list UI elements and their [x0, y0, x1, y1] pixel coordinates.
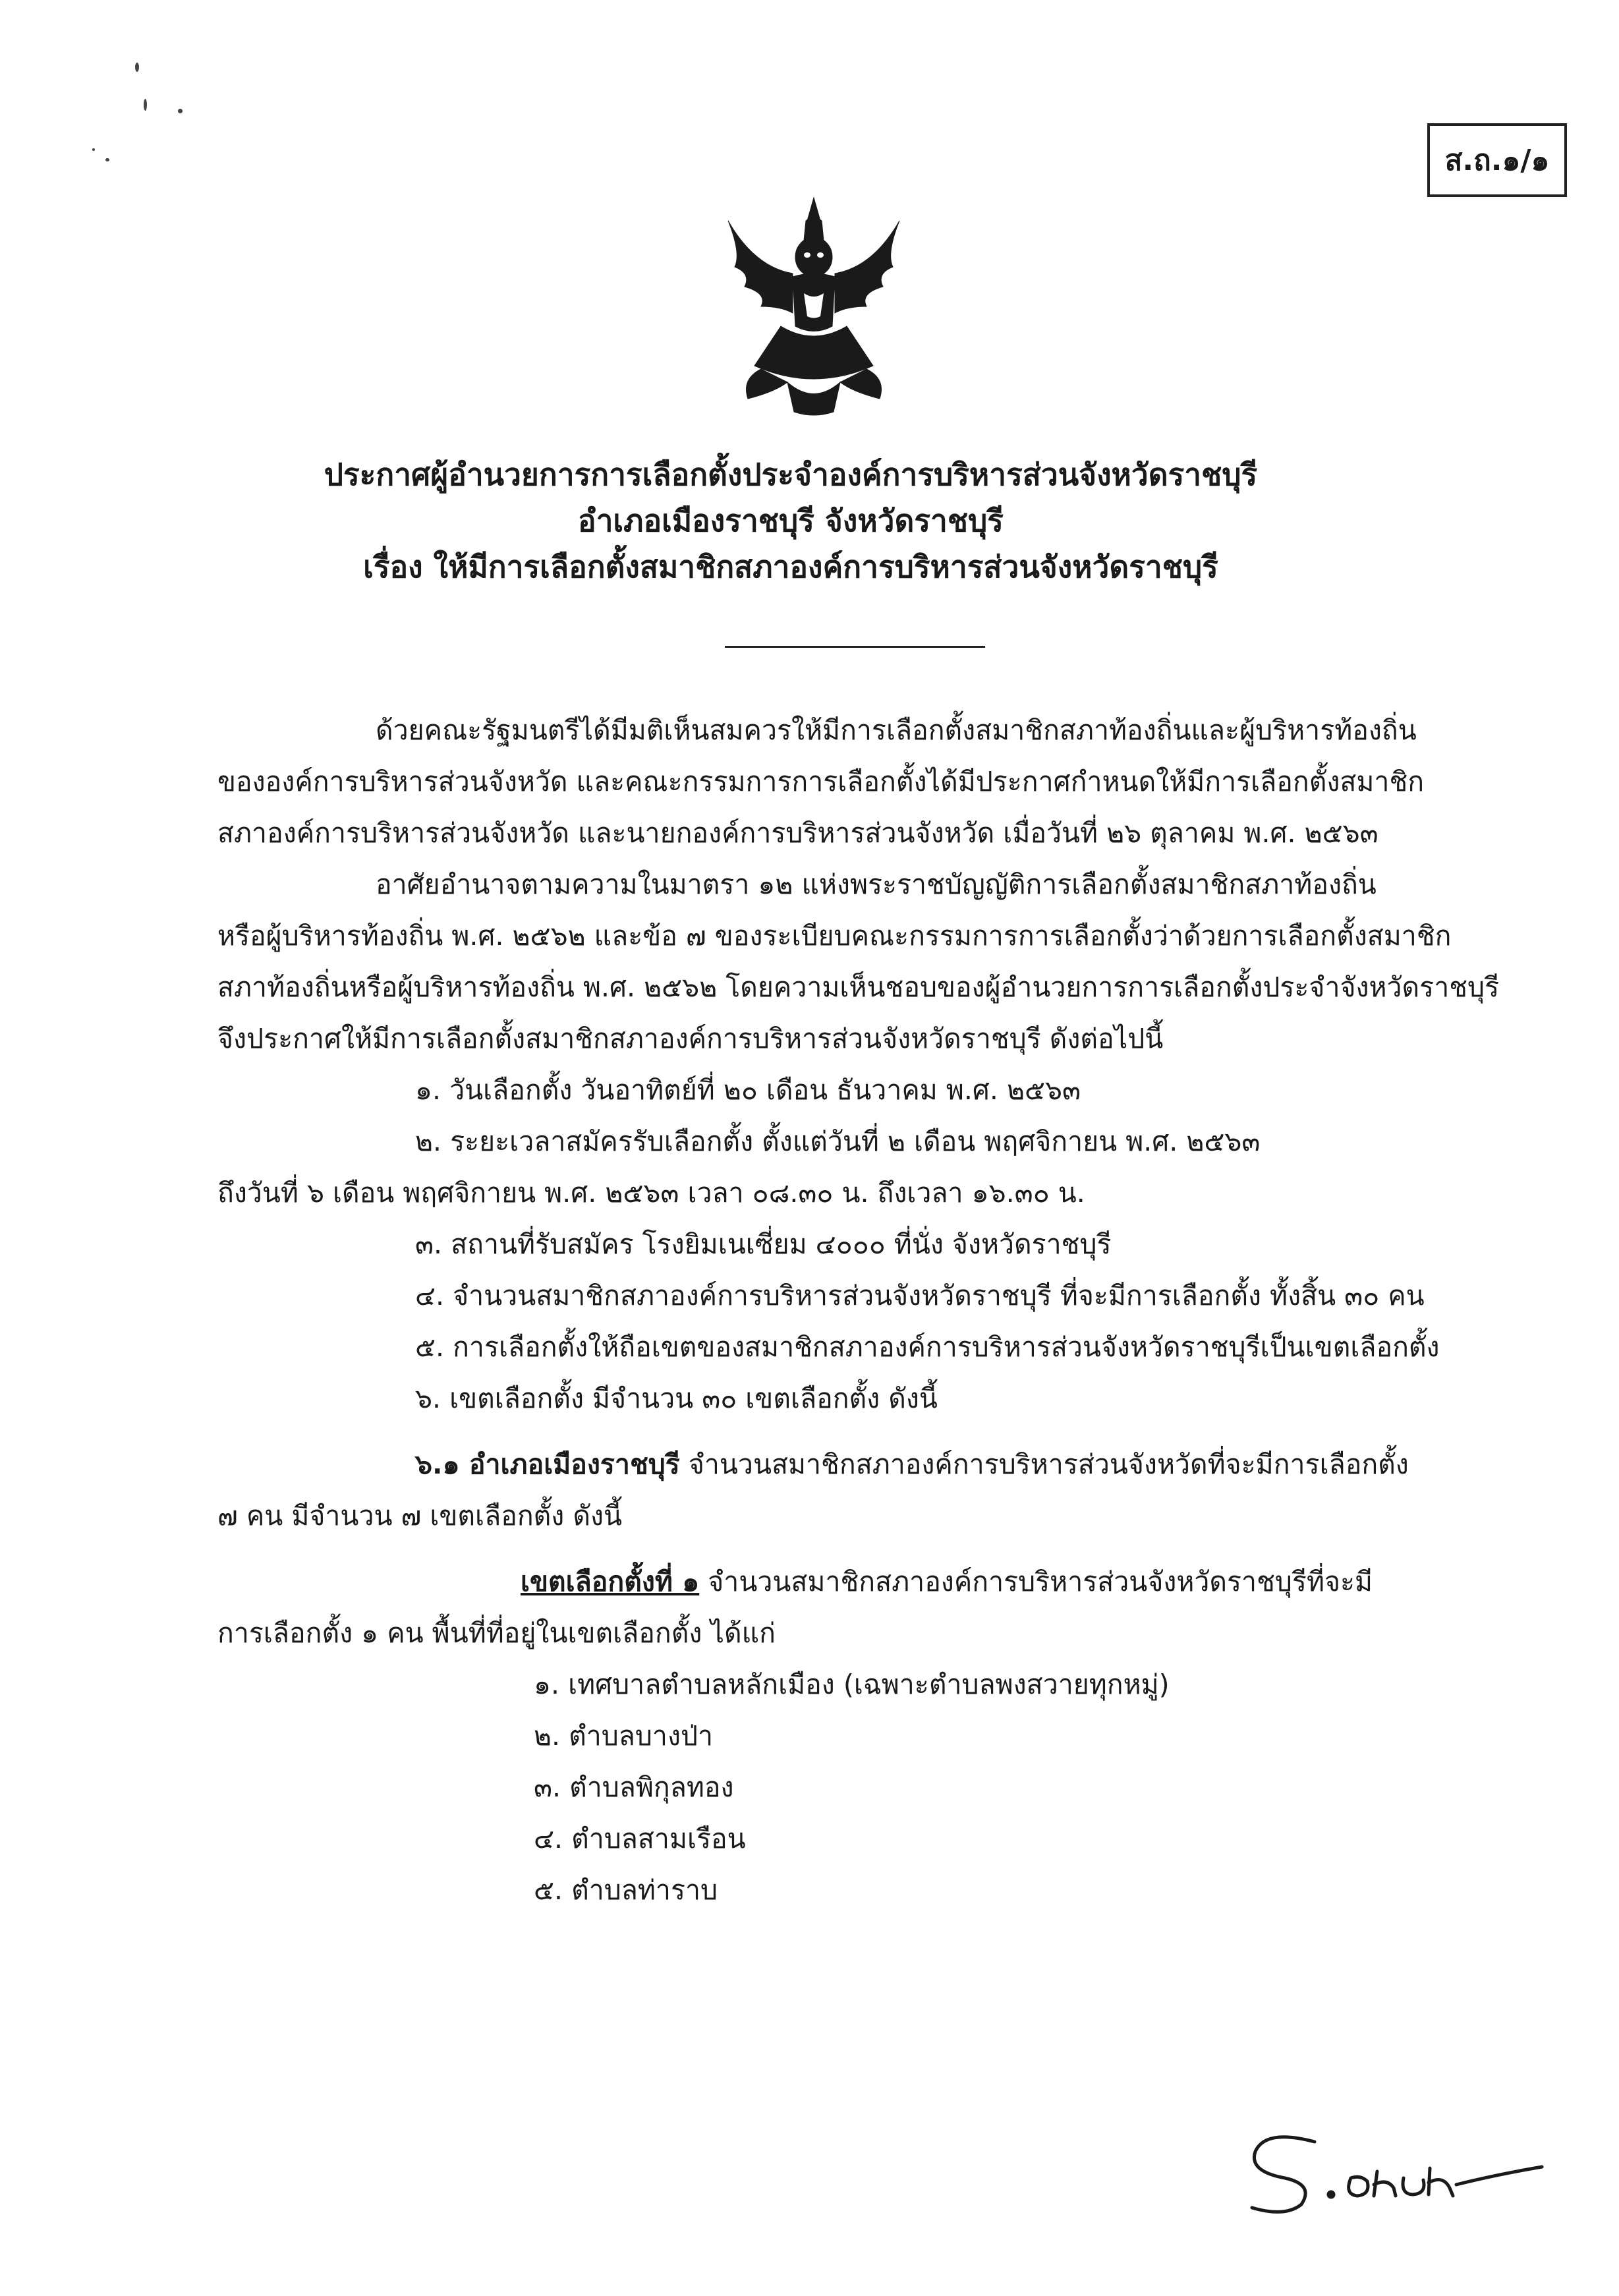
scan-speck: [135, 63, 139, 72]
district-name: ๖.๑ อำเภอเมืองราชบุรี: [415, 1449, 680, 1480]
district-text: จำนวนสมาชิกสภาองค์การบริหารส่วนจังหวัดที่จะมีการเลือกตั้ง: [679, 1449, 1409, 1480]
zone1-line1: [521, 1564, 1373, 1599]
zone1-area-3: ๓. ตำบลพิกุลทอง: [534, 1771, 734, 1803]
title-divider: [725, 646, 985, 648]
para2-line4: จึงประกาศให้มีการเลือกตั้งสมาชิกสภาองค์การบริหารส่วนจังหวัดราชบุรี ดังต่อไปนี้: [217, 1023, 1164, 1054]
scan-speck: [178, 109, 183, 113]
item-2-continued: ถึงวันที่ ๖ เดือน พฤศจิกายน พ.ศ. ๒๕๖๓ เวลา ๐๘.๓๐ น. ถึงเวลา ๑๖.๓๐ น.: [217, 1177, 1085, 1209]
para2-line1: อาศัยอำนาจตามความในมาตรา ๑๒ แห่งพระราชบัญญัติการเลือกตั้งสมาชิกสภาท้องถิ่น: [376, 869, 1377, 900]
garuda-emblem-icon: [715, 194, 913, 418]
district-line1: [415, 1447, 1409, 1481]
scan-speck: [144, 99, 147, 111]
para1-line2: ขององค์การบริหารส่วนจังหวัด และคณะกรรมการการเลือกตั้งได้มีประกาศกำหนดให้มีการเลือกตั้งสมาชิก: [217, 766, 1425, 797]
zone1-label: เขตเลือกตั้งที่ ๑: [521, 1566, 700, 1597]
handwritten-signature-icon: [1239, 2122, 1555, 2221]
zone1-text: จำนวนสมาชิกสภาองค์การบริหารส่วนจังหวัดราชบุรีที่จะมี: [699, 1566, 1373, 1597]
item-5: ๕. การเลือกตั้งให้ถือเขตของสมาชิกสภาองค์การบริหารส่วนจังหวัดราชบุรีเป็นเขตเลือกตั้ง: [415, 1331, 1440, 1363]
zone1-area-5: ๕. ตำบลท่าราบ: [534, 1874, 718, 1906]
para1-line1: ด้วยคณะรัฐมนตรีได้มีมติเห็นสมควรให้มีการเลือกตั้งสมาชิกสภาท้องถิ่นและผู้บริหารท้องถิ่น: [376, 714, 1417, 746]
scan-speck: [105, 158, 109, 161]
form-code-box: ส.ถ.๑/๑: [1427, 123, 1567, 197]
zone1-area-2: ๒. ตำบลบางป่า: [534, 1720, 714, 1752]
title-line-1: ประกาศผู้อำนวยการการเลือกตั้งประจำองค์การบริหารส่วนจังหวัดราชบุรี: [324, 457, 1258, 492]
item-4: ๔. จำนวนสมาชิกสภาองค์การบริหารส่วนจังหวัดราชบุรี ที่จะมีการเลือกตั้ง ทั้งสิ้น ๓๐ คน: [415, 1280, 1425, 1311]
title-line-3: เรื่อง ให้มีการเลือกตั้งสมาชิกสภาองค์การบริหารส่วนจังหวัดราชบุรี: [363, 549, 1218, 585]
scan-speck: [92, 148, 95, 151]
para2-line2: หรือผู้บริหารท้องถิ่น พ.ศ. ๒๕๖๒ และข้อ ๗ ของระเบียบคณะกรรมการการเลือกตั้งว่าด้วยการเลือกตั้งสมาชิก: [217, 920, 1452, 952]
item-3: ๓. สถานที่รับสมัคร โรงยิมเนเซี่ยม ๔๐๐๐ ที่นั่ง จังหวัดราชบุรี: [415, 1228, 1112, 1260]
item-2: ๒. ระยะเวลาสมัครรับเลือกตั้ง ตั้งแต่วันที่ ๒ เดือน พฤศจิกายน พ.ศ. ๒๕๖๓: [415, 1126, 1261, 1157]
zone1-area-1: ๑. เทศบาลตำบลหลักเมือง (เฉพาะตำบลพงสวายทุกหมู่): [534, 1669, 1170, 1700]
title-line-2: อำเภอเมืองราชบุรี จังหวัดราชบุรี: [577, 503, 1004, 538]
district-line2: ๗ คน มีจำนวน ๗ เขตเลือกตั้ง ดังนี้: [217, 1500, 622, 1532]
zone1-line2: การเลือกตั้ง ๑ คน พื้นที่ที่อยู่ในเขตเลือกตั้ง ได้แก่: [217, 1617, 776, 1649]
para1-line3: สภาองค์การบริหารส่วนจังหวัด และนายกองค์การบริหารส่วนจังหวัด เมื่อวันที่ ๒๖ ตุลาคม พ.ศ. ๒๕๖๓: [217, 817, 1378, 849]
item-1: ๑. วันเลือกตั้ง วันอาทิตย์ที่ ๒๐ เดือน ธันวาคม พ.ศ. ๒๕๖๓: [415, 1074, 1081, 1106]
para2-line3: สภาท้องถิ่นหรือผู้บริหารท้องถิ่น พ.ศ. ๒๕๖๒ โดยความเห็นชอบของผู้อำนวยการการเลือกตั้งประจำจังหวัดราชบุรี: [217, 971, 1500, 1003]
item-6: ๖. เขตเลือกตั้ง มีจำนวน ๓๐ เขตเลือกตั้ง ดังนี้: [415, 1383, 938, 1414]
zone1-area-4: ๔. ตำบลสามเรือน: [534, 1823, 746, 1854]
